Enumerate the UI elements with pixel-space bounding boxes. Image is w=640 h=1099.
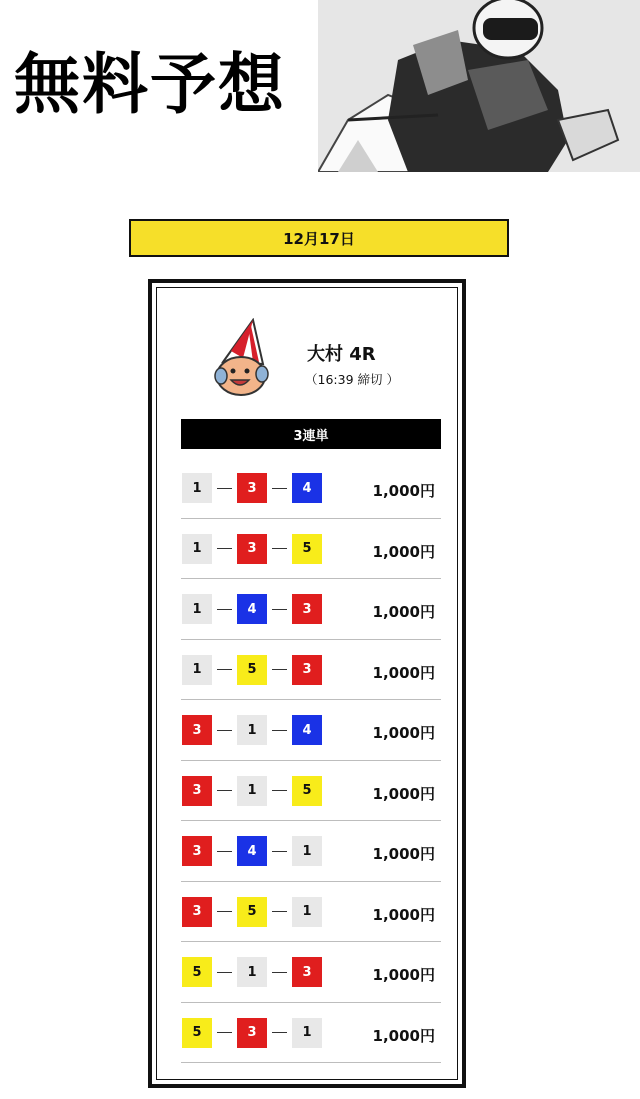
pick-combination bbox=[182, 897, 322, 927]
separator-dash bbox=[267, 609, 292, 610]
boat-number-badge: 1 bbox=[182, 655, 212, 685]
pick-row bbox=[181, 882, 441, 943]
boat-number-badge: 4 bbox=[237, 594, 267, 624]
separator-dash bbox=[267, 669, 292, 670]
date-banner: 12月17日 bbox=[129, 219, 509, 257]
separator-dash bbox=[267, 1032, 292, 1033]
pick-combination bbox=[182, 1018, 322, 1048]
race-deadline: （16:39 締切 ） bbox=[305, 372, 399, 387]
boat-number-badge: 1 bbox=[237, 957, 267, 987]
separator-dash bbox=[212, 548, 237, 549]
separator-dash bbox=[212, 669, 237, 670]
separator-dash bbox=[212, 488, 237, 489]
boat-number-badge: 5 bbox=[182, 957, 212, 987]
separator-dash bbox=[267, 548, 292, 549]
boat-number-badge: 1 bbox=[182, 534, 212, 564]
separator-dash bbox=[267, 730, 292, 731]
separator-dash bbox=[212, 609, 237, 610]
separator-dash bbox=[267, 911, 292, 912]
boat-number-badge: 5 bbox=[182, 1018, 212, 1048]
boat-number-badge: 3 bbox=[237, 1018, 267, 1048]
pick-row bbox=[181, 761, 441, 822]
pick-combination bbox=[182, 655, 322, 685]
boat-number-badge: 3 bbox=[292, 957, 322, 987]
pick-combination bbox=[182, 776, 322, 806]
boat-number-badge: 4 bbox=[237, 836, 267, 866]
boat-number-badge: 1 bbox=[182, 594, 212, 624]
boat-number-badge: 1 bbox=[237, 715, 267, 745]
boat-number-badge: 5 bbox=[237, 655, 267, 685]
pick-row bbox=[181, 640, 441, 701]
pick-row bbox=[181, 519, 441, 580]
pick-row bbox=[181, 821, 441, 882]
separator-dash bbox=[212, 911, 237, 912]
hero-banner bbox=[0, 0, 640, 175]
picks-list bbox=[181, 458, 441, 1063]
pick-combination bbox=[182, 836, 322, 866]
boat-number-badge: 3 bbox=[182, 897, 212, 927]
boat-number-badge: 4 bbox=[292, 473, 322, 503]
separator-dash bbox=[212, 790, 237, 791]
mascot-icon bbox=[213, 318, 275, 400]
separator-dash bbox=[212, 972, 237, 973]
pick-combination bbox=[182, 534, 322, 564]
race-header bbox=[157, 318, 457, 408]
boat-number-badge: 3 bbox=[292, 655, 322, 685]
pick-amount: 1,000円 bbox=[372, 663, 435, 682]
separator-dash bbox=[267, 488, 292, 489]
boat-number-badge: 1 bbox=[292, 836, 322, 866]
pick-row bbox=[181, 458, 441, 519]
racer-illustration bbox=[318, 0, 640, 172]
boat-number-badge: 3 bbox=[182, 776, 212, 806]
prediction-card bbox=[148, 279, 466, 1088]
boat-number-badge: 3 bbox=[237, 473, 267, 503]
boat-number-badge: 3 bbox=[182, 836, 212, 866]
boat-number-badge: 3 bbox=[292, 594, 322, 624]
race-name: 大村 4R bbox=[307, 344, 376, 365]
bet-type-label: 3連単 bbox=[181, 419, 441, 449]
separator-dash bbox=[212, 730, 237, 731]
boat-number-badge: 5 bbox=[292, 776, 322, 806]
pick-row bbox=[181, 579, 441, 640]
separator-dash bbox=[212, 1032, 237, 1033]
pick-amount: 1,000円 bbox=[372, 845, 435, 863]
pick-row bbox=[181, 700, 441, 761]
page-title: 無料予想 bbox=[14, 46, 286, 123]
racer-photo bbox=[318, 0, 640, 172]
separator-dash bbox=[267, 790, 292, 791]
separator-dash bbox=[267, 851, 292, 852]
pick-amount: 1,000円 bbox=[372, 784, 435, 803]
pick-amount: 1,000円 bbox=[372, 966, 435, 984]
pick-amount: 1,000円 bbox=[372, 905, 435, 924]
pick-row bbox=[181, 942, 441, 1003]
boat-number-badge: 3 bbox=[237, 534, 267, 564]
pick-amount: 1,000円 bbox=[372, 1026, 435, 1045]
boat-number-badge: 5 bbox=[237, 897, 267, 927]
pick-amount: 1,000円 bbox=[372, 603, 435, 621]
boat-number-badge: 4 bbox=[292, 715, 322, 745]
separator-dash bbox=[267, 972, 292, 973]
boat-number-badge: 1 bbox=[237, 776, 267, 806]
pick-amount: 1,000円 bbox=[372, 724, 435, 742]
pick-combination bbox=[182, 473, 322, 503]
boat-number-badge: 1 bbox=[292, 897, 322, 927]
pick-combination bbox=[182, 594, 322, 624]
boat-number-badge: 3 bbox=[182, 715, 212, 745]
separator-dash bbox=[212, 851, 237, 852]
pick-combination bbox=[182, 957, 322, 987]
pick-combination bbox=[182, 715, 322, 745]
pick-amount: 1,000円 bbox=[372, 542, 435, 561]
pick-row bbox=[181, 1003, 441, 1064]
boat-number-badge: 5 bbox=[292, 534, 322, 564]
boat-number-badge: 1 bbox=[292, 1018, 322, 1048]
boat-number-badge: 1 bbox=[182, 473, 212, 503]
pick-amount: 1,000円 bbox=[372, 482, 435, 500]
